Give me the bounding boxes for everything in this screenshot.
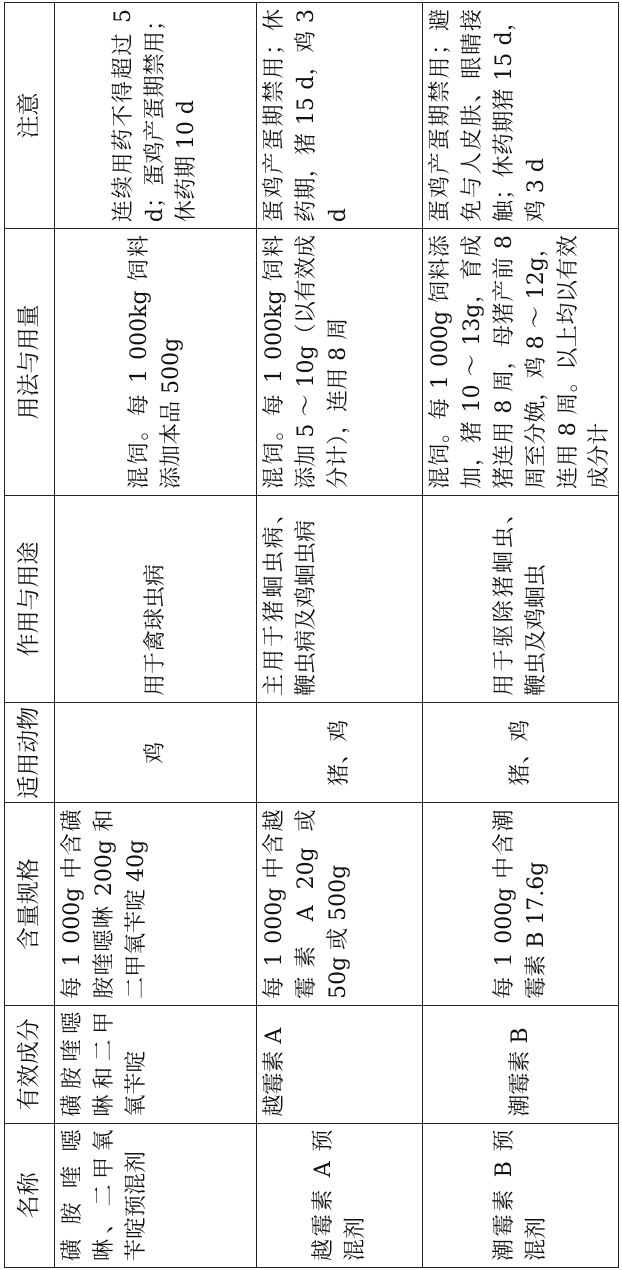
cell-name: 潮霉素 B 预混剂 — [423, 1123, 619, 1267]
drug-premix-table — [4, 2, 619, 1268]
table-row — [257, 3, 423, 1268]
table-row — [423, 3, 619, 1268]
cell-note: 蛋鸡产蛋期禁用；避免与人皮肤、眼睛接触；休药期猪 15 d，鸡 3 d — [423, 3, 619, 229]
header-row — [5, 3, 55, 1268]
cell-use: 用于禽球虫病 — [55, 495, 257, 702]
cell-spec: 每 1 000g 中含潮霉素 B 17.6g — [423, 803, 619, 1005]
cell-animal: 猪、鸡 — [257, 703, 423, 803]
cell-note: 连续用药不得超过 5 d；蛋鸡产蛋期禁用；休药期 10 d — [55, 3, 257, 229]
cell-dosage: 混饲。每 1 000kg 饲料添加 5 ～ 10g（以有效成分计），连用 8 周 — [257, 229, 423, 496]
cell-ingredient: 越霉素 A — [257, 1005, 423, 1123]
table-row — [55, 3, 257, 1268]
header-use: 作用与用途 — [5, 495, 55, 702]
cell-note: 蛋鸡产蛋期禁用；休药期，猪 15 d，鸡 3 d — [257, 3, 423, 229]
cell-ingredient: 潮霉素 B — [423, 1005, 619, 1123]
cell-name: 磺胺喹噁啉、二甲氧苄啶预混剂 — [55, 1123, 257, 1267]
header-name: 名称 — [5, 1123, 55, 1267]
cell-name: 越霉素 A 预混剂 — [257, 1123, 423, 1267]
cell-use: 主用于猪蛔虫病、鞭虫病及鸡蛔虫病 — [257, 495, 423, 702]
cell-dosage: 混饲。每 1 000g 饲料添加，猪 10 ～ 13g，育成猪连用 8 周，母猪产前 8 周至分娩，鸡 8 ～ 12g，连用 8 周。以上均以有效成分计 — [423, 229, 619, 496]
header-dosage: 用法与用量 — [5, 229, 55, 496]
cell-animal: 猪、鸡 — [423, 703, 619, 803]
cell-spec: 每 1 000g 中含磺胺喹噁啉 200g 和二甲氧苄啶 40g — [55, 803, 257, 1005]
cell-animal: 鸡 — [55, 703, 257, 803]
cell-ingredient: 磺胺喹噁啉和二甲氧苄啶 — [55, 1005, 257, 1123]
cell-dosage: 混饲。每 1 000kg 饲料添加本品 500g — [55, 229, 257, 496]
header-ingredient: 有效成分 — [5, 1005, 55, 1123]
header-animal: 适用动物 — [5, 703, 55, 803]
cell-spec: 每 1 000g 中含越霉素 A 20g 或 50g 或 500g — [257, 803, 423, 1005]
header-note: 注意 — [5, 3, 55, 229]
header-spec: 含量规格 — [5, 803, 55, 1005]
cell-use: 用于驱除猪蛔虫、鞭虫及鸡蛔虫 — [423, 495, 619, 702]
